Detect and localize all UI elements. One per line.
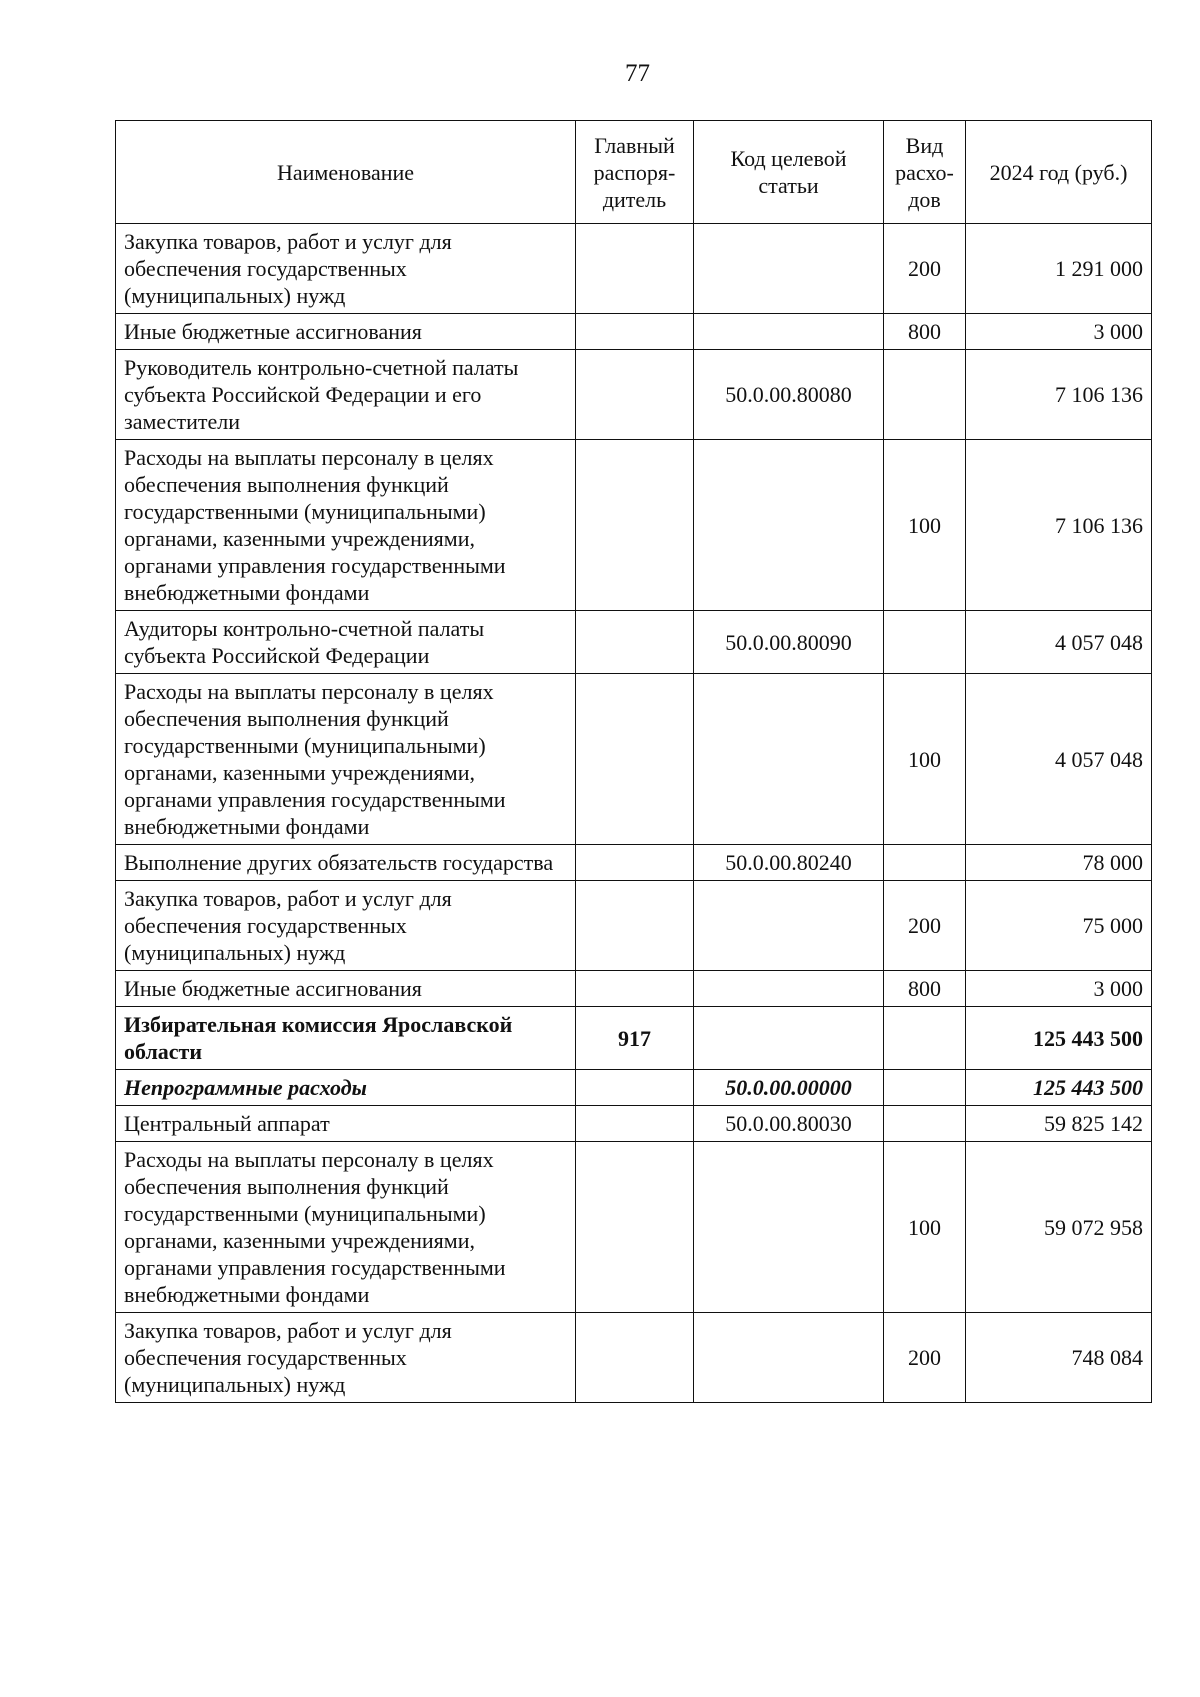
cell-code: 50.0.00.00000 [694, 1070, 884, 1106]
cell-name: Выполнение других обязательств государства [116, 845, 576, 881]
cell-kind [884, 611, 966, 674]
cell-code: 50.0.00.80030 [694, 1106, 884, 1142]
cell-name: Расходы на выплаты персоналу в целях обеспечения выполнения функций государственными (муниципальными) органами, казенными учреждениями, органами управления государственными внебюджетными фондами [116, 1142, 576, 1313]
cell-manager: 917 [576, 1007, 694, 1070]
cell-code [694, 1007, 884, 1070]
cell-amount: 78 000 [966, 845, 1152, 881]
cell-manager [576, 224, 694, 314]
cell-manager [576, 971, 694, 1007]
cell-manager [576, 314, 694, 350]
cell-kind [884, 845, 966, 881]
cell-manager [576, 611, 694, 674]
budget-table [115, 120, 1152, 1403]
table-row [116, 611, 1152, 674]
header-manager: Главный распоря-дитель [576, 121, 694, 224]
cell-amount: 125 443 500 [966, 1070, 1152, 1106]
cell-code [694, 440, 884, 611]
cell-amount: 59 072 958 [966, 1142, 1152, 1313]
cell-kind [884, 1106, 966, 1142]
cell-amount: 7 106 136 [966, 350, 1152, 440]
cell-code [694, 314, 884, 350]
table-row [116, 971, 1152, 1007]
cell-kind: 200 [884, 881, 966, 971]
header-kind: Вид расхо-дов [884, 121, 966, 224]
cell-manager [576, 1313, 694, 1403]
cell-amount: 75 000 [966, 881, 1152, 971]
cell-manager [576, 881, 694, 971]
cell-amount: 4 057 048 [966, 674, 1152, 845]
page-number: 77 [625, 60, 650, 87]
header-name: Наименование [116, 121, 576, 224]
cell-kind: 200 [884, 1313, 966, 1403]
cell-kind: 800 [884, 971, 966, 1007]
table-row [116, 224, 1152, 314]
cell-name: Расходы на выплаты персоналу в целях обеспечения выполнения функций государственными (муниципальными) органами, казенными учреждениями, органами управления государственными внебюджетными фондами [116, 440, 576, 611]
cell-manager [576, 1070, 694, 1106]
header-code: Код целевой статьи [694, 121, 884, 224]
cell-amount: 59 825 142 [966, 1106, 1152, 1142]
cell-kind [884, 1070, 966, 1106]
cell-kind: 200 [884, 224, 966, 314]
cell-code [694, 674, 884, 845]
cell-name: Закупка товаров, работ и услуг для обеспечения государственных (муниципальных) нужд [116, 881, 576, 971]
cell-manager [576, 674, 694, 845]
cell-manager [576, 1142, 694, 1313]
cell-name: Иные бюджетные ассигнования [116, 314, 576, 350]
table-row [116, 1313, 1152, 1403]
cell-code: 50.0.00.80240 [694, 845, 884, 881]
cell-code [694, 224, 884, 314]
table-row [116, 440, 1152, 611]
cell-name: Непрограммные расходы [116, 1070, 576, 1106]
cell-kind: 100 [884, 674, 966, 845]
table-row [116, 674, 1152, 845]
table-row [116, 1007, 1152, 1070]
table-row [116, 845, 1152, 881]
table-row [116, 1070, 1152, 1106]
cell-code: 50.0.00.80080 [694, 350, 884, 440]
cell-amount: 1 291 000 [966, 224, 1152, 314]
table-row [116, 1142, 1152, 1313]
table-row [116, 1106, 1152, 1142]
cell-manager [576, 350, 694, 440]
cell-kind: 100 [884, 1142, 966, 1313]
cell-code [694, 971, 884, 1007]
cell-code [694, 1142, 884, 1313]
cell-amount: 3 000 [966, 314, 1152, 350]
cell-name: Закупка товаров, работ и услуг для обеспечения государственных (муниципальных) нужд [116, 224, 576, 314]
cell-name: Аудиторы контрольно-счетной палаты субъекта Российской Федерации [116, 611, 576, 674]
cell-kind: 100 [884, 440, 966, 611]
header-amount: 2024 год (руб.) [966, 121, 1152, 224]
cell-name: Иные бюджетные ассигнования [116, 971, 576, 1007]
cell-code [694, 1313, 884, 1403]
cell-code: 50.0.00.80090 [694, 611, 884, 674]
cell-name: Расходы на выплаты персоналу в целях обеспечения выполнения функций государственными (муниципальными) органами, казенными учреждениями, органами управления государственными внебюджетными фондами [116, 674, 576, 845]
cell-amount: 125 443 500 [966, 1007, 1152, 1070]
cell-manager [576, 440, 694, 611]
cell-kind [884, 1007, 966, 1070]
cell-name: Руководитель контрольно-счетной палаты субъекта Российской Федерации и его заместители [116, 350, 576, 440]
table-row [116, 350, 1152, 440]
table-header-row [116, 121, 1152, 224]
table-row [116, 881, 1152, 971]
cell-manager [576, 1106, 694, 1142]
cell-name: Центральный аппарат [116, 1106, 576, 1142]
cell-kind [884, 350, 966, 440]
cell-code [694, 881, 884, 971]
cell-amount: 3 000 [966, 971, 1152, 1007]
cell-amount: 4 057 048 [966, 611, 1152, 674]
table-row [116, 314, 1152, 350]
cell-manager [576, 845, 694, 881]
cell-amount: 748 084 [966, 1313, 1152, 1403]
table-body [116, 224, 1152, 1403]
cell-name: Избирательная комиссия Ярославской области [116, 1007, 576, 1070]
cell-kind: 800 [884, 314, 966, 350]
cell-name: Закупка товаров, работ и услуг для обеспечения государственных (муниципальных) нужд [116, 1313, 576, 1403]
cell-amount: 7 106 136 [966, 440, 1152, 611]
